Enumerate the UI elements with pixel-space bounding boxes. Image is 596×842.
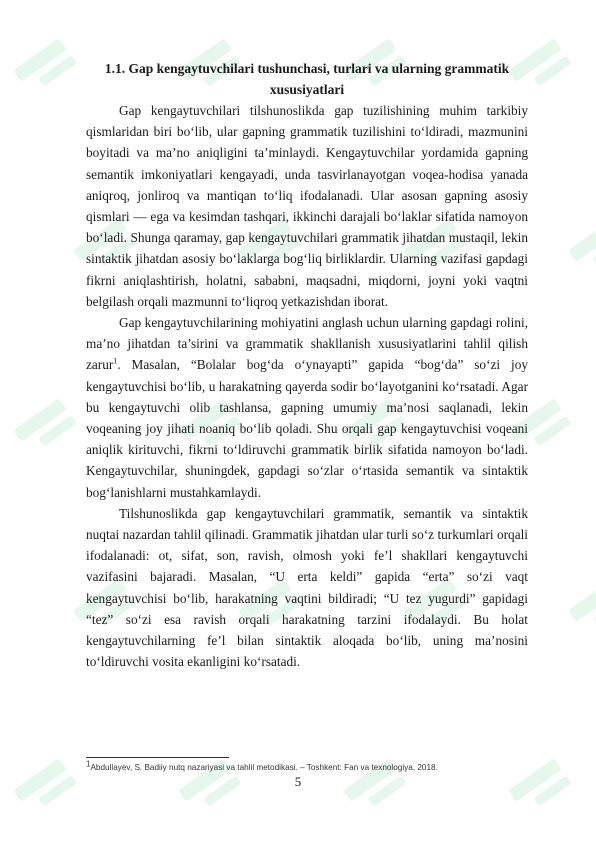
watermark-mark: [568, 578, 596, 636]
section-heading-line-1: 1.1. Gap kengaytuvchilari tushunchasi, turlari va ularning grammatik: [104, 61, 510, 76]
paragraph-3: Tilshunoslikda gap kengaytuvchilari grammatik, semantik va sintaktik nuqtai nazardan tahlil qilinadi. Grammatik jihatdan ular turli so‘z turkumlari orqali ifodalanadi: ot, sifat, son, ravish, olmosh yoki fe’l shakllari kengaytuvchi vazifasini bajaradi. Masalan, “U erta keldi” gapida “erta” so‘zi vaqt kengaytuvchisi bo‘lib, harakatning vaqtini bildiradi; “U tez yugurdi” gapidagi “tez” so‘zi esa ravish orqali harakatning tarzini ifodalaydi. Bu holat kengaytuvchilarning fe’l bilan sintaktik aloqada bo‘lib, uning ma’nosini to‘ldiruvchi vosita ekanligini ko‘rsatadi.: [86, 505, 528, 670]
footnote-reference[interactable]: 1: [113, 357, 118, 367]
section-heading: [86, 58, 528, 100]
watermark-mark: [568, 218, 596, 276]
page-content: [86, 58, 528, 672]
page-number: 5: [294, 774, 302, 789]
footnote-divider: [86, 757, 229, 758]
watermark-mark: [13, 398, 77, 456]
paragraph-2: [86, 312, 528, 503]
footnote-mark: 1: [86, 759, 91, 769]
watermark-mark: [13, 38, 77, 96]
section-heading-line-2: xususiyatlari: [269, 82, 345, 97]
footnote-text: Abdullayev, S. Badiiy nutq nazariyasi va tahlil metodikasi. – Toshkent: Fan va texnologiya, 2018.: [90, 763, 438, 772]
paragraph-1: Gap kengaytuvchilari tilshunoslikda gap tuzilishining muhim tarkibiy qismlaridan biri bo‘lib, ular gapning grammatik tuzilishini to‘ldiradi, mazmunini boyitadi va ma’no aniqligini ta’minlaydi. Kengaytuvchilar yordamida gapning semantik imkoniyatlari kengayadi, unda tasvirlanayotgan voqea-hodisa yanada aniqroq, jonliroq va mantiqan to‘liq ifodalanadi. Ular asosan gapning asosiy qismlari — ega va kesimdan tashqari, ikkinchi darajali bo‘laklar sifatida namoyon bo‘ladi. Shunga qaramay, gap kengaytuvchilari grammatik jihatdan mustaqil, lekin sintaktik jihatdan asosiy bo‘laklarga bog‘liq birliklardir. Ularning vazifasi gapdagi fikrni aniqlashtirish, holatni, sababni, maqsadni, miqdorni, joyni yoki vaqtni belgilash orqali mazmunni to‘liqroq yetkazishdan iborat.: [86, 103, 528, 309]
paragraph-2-text-start: Gap kengaytuvchilarining mohiyatini anglash uchun ularning gapdagi rolini, ma’no jihatdan ta’sirini va grammatik shakllanish xususiyatlarini tahlil qilish zarur: [86, 315, 528, 373]
paragraph-2-text-end: . Masalan, “Bolalar bog‘da o‘ynayapti” gapida “bog‘da” so‘zi joy kengaytuvchisi bo‘lib, u harakatning qayerda sodir bo‘layotganini ko‘rsatadi. Agar bu kengaytuvchi olib tashlansa, gapning umumiy ma’nosi saqlanadi, lekin voqeaning joy jihati noaniq bo‘lib qoladi. Shu orqali gap kengaytuvchisi voqeani aniqlik kirituvchi, fikrni to‘ldiruvchi grammatik birlik sifatida namoyon bo‘ladi. Kengaytuvchilar, shuningdek, gapdagi so‘zlar o‘rtasida semantik va sintaktik bog‘lanishlarni mustahkamlaydi.: [86, 357, 528, 500]
footnote: [86, 759, 528, 773]
